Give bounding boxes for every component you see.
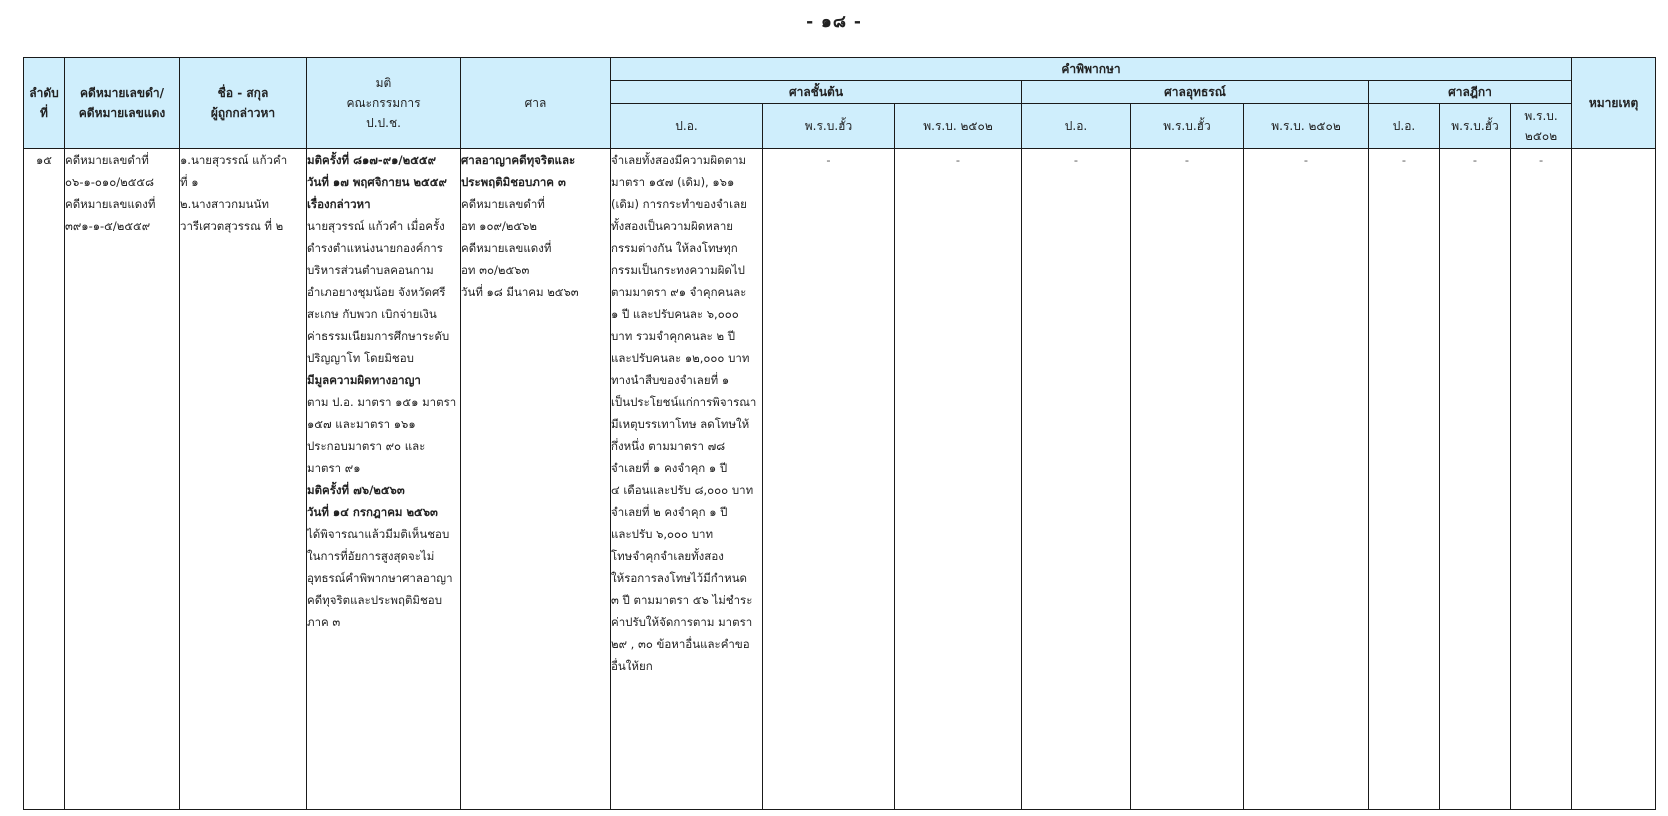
cell-appeal-po: - — [1022, 149, 1131, 810]
text-line: มติครั้งที่ ๘๑๗-๙๑/๒๕๕๙ — [307, 153, 437, 167]
cell-supreme-pr-2502: - — [1511, 149, 1572, 810]
text-line: ตามมาตรา ๙๑ จำคุกคนละ — [611, 285, 747, 299]
text-line: ให้รอการลงโทษไว้มีกำหนด — [611, 571, 748, 585]
header-supreme-pr-2502: พ.ร.บ. ๒๕๐๒ — [1511, 104, 1572, 149]
header-court: ศาล — [461, 58, 611, 149]
header-appeal-po: ป.อ. — [1022, 104, 1131, 149]
text-line: ดำรงตำแหน่งนายกองค์การ — [307, 241, 443, 255]
text-line: และปรับคนละ ๑๒,๐๐๐ บาท — [611, 351, 750, 365]
text-line: บาท รวมจำคุกคนละ ๒ ปี — [611, 329, 736, 343]
text-line: ได้พิจารณาแล้วมีมติเห็นชอบ — [307, 527, 450, 541]
cell-case-number: คดีหมายเลขดำที่ ๐๖-๑-๐๑๐/๒๕๕๘ คดีหมายเลขแดงที่ ๓๙๑-๑-๕/๒๕๕๙ — [65, 149, 180, 810]
header-judgment: คำพิพากษา — [611, 58, 1572, 81]
text-line: บริหารส่วนตำบลคอนกาม — [307, 263, 434, 277]
header-appeal-pr-2502: พ.ร.บ. ๒๕๐๒ — [1244, 104, 1369, 149]
text-line: โทษจำคุกจำเลยทั้งสอง — [611, 549, 724, 563]
cell-first-po — [611, 149, 763, 810]
header-court-appeal: ศาลอุทธรณ์ — [1022, 81, 1369, 104]
cell-appeal-pr-2502: - — [1244, 149, 1369, 810]
text-line: วันที่ ๑๔ กรกฎาคม ๒๕๖๓ — [307, 505, 438, 519]
header-accused-name: ชื่อ - สกุล ผู้ถูกกล่าวหา — [180, 58, 307, 149]
text-line: ประพฤติมิชอบภาค ๓ — [461, 175, 566, 189]
text-line: นายสุวรรณ์ แก้วคำ เมื่อครั้ง — [307, 219, 445, 233]
text-line: ๑๕๗ และมาตรา ๑๖๑ — [307, 417, 416, 431]
text-line: (เดิม) การกระทำของจำเลย — [611, 197, 747, 211]
cell-order: ๑๕ — [24, 149, 65, 810]
cell-nacc-resolution — [307, 149, 461, 810]
text-line: คดีหมายเลขแดงที่ — [461, 241, 552, 255]
text-line: ๓ ปี ตามมาตรา ๕๖ ไม่ชำระ — [611, 593, 753, 607]
text-line: ประกอบมาตรา ๙๐ และ — [307, 439, 426, 453]
text-line: จำเลยที่ ๒ คงจำคุก ๑ ปี — [611, 505, 728, 519]
header-supreme-po: ป.อ. — [1369, 104, 1440, 149]
header-case-number: คดีหมายเลขดำ/ คดีหมายเลขแดง — [65, 58, 180, 149]
table-row — [24, 149, 1656, 810]
header-remark: หมายเหตุ — [1572, 58, 1656, 149]
text-line: อท ๓๐/๒๕๖๓ — [461, 263, 530, 277]
cell-first-pr-2502: - — [895, 149, 1022, 810]
cell-first-pr-hua: - — [763, 149, 895, 810]
text-line: วันที่ ๑๗ พฤศจิกายน ๒๕๕๙ — [307, 175, 447, 189]
header-nacc-resolution: มติ คณะกรรมการ ป.ป.ช. — [307, 58, 461, 149]
text-line: ๔ เดือนและปรับ ๘,๐๐๐ บาท — [611, 483, 754, 497]
page-number: - ๑๘ - — [806, 12, 862, 32]
text-line: อุทธรณ์คำพิพากษาศาลอาญา — [307, 571, 453, 585]
text-line: อื่นให้ยก — [611, 659, 653, 673]
text-line: ค่าปรับให้จัดการตาม มาตรา — [611, 615, 753, 629]
text-line: กึ่งหนึ่ง ตามมาตรา ๗๘ — [611, 439, 726, 453]
cell-supreme-po: - — [1369, 149, 1440, 810]
text-line: จำเลยที่ ๑ คงจำคุก ๑ ปี — [611, 461, 728, 475]
text-line: วันที่ ๑๘ มีนาคม ๒๕๖๓ — [461, 285, 579, 299]
header-court-first-instance: ศาลชั้นต้น — [611, 81, 1022, 104]
cell-appeal-pr-hua: - — [1131, 149, 1244, 810]
text-line: จำเลยทั้งสองมีความผิดตาม — [611, 153, 747, 167]
text-line: คดีหมายเลขดำที่ — [461, 197, 545, 211]
text-line: มีมูลความผิดทางอาญา — [307, 373, 421, 387]
text-line: มาตรา ๑๕๗ (เดิม), ๑๖๑ — [611, 175, 735, 189]
cell-court — [461, 149, 611, 810]
header-first-pr-2502: พ.ร.บ. ๒๕๐๒ — [895, 104, 1022, 149]
text-line: เป็นประโยชน์แก่การพิจารณา — [611, 395, 757, 409]
text-line: กรรมเป็นกระทงความผิดไป — [611, 263, 745, 277]
text-line: ทางนำสืบของจำเลยที่ ๑ — [611, 373, 730, 387]
text-line: มีเหตุบรรเทาโทษ ลดโทษให้ — [611, 417, 750, 431]
text-line: ทั้งสองเป็นความผิดหลาย — [611, 219, 734, 233]
header-appeal-pr-hua: พ.ร.บ.ฮั้ว — [1131, 104, 1244, 149]
text-line: ปริญญาโท โดยมิชอบ — [307, 351, 414, 365]
text-line: ในการที่อัยการสูงสุดจะไม่ — [307, 549, 435, 563]
text-line: เรื่องกล่าวหา — [307, 197, 371, 211]
text-line: คดีทุจริตและประพฤติมิชอบ — [307, 593, 443, 607]
text-line: สะเกษ กับพวก เบิกจ่ายเงิน — [307, 307, 437, 321]
text-line: กรรมต่างกัน ให้ลงโทษทุก — [611, 241, 738, 255]
header-order: ลำดับ ที่ — [24, 58, 65, 149]
text-line: ตาม ป.อ. มาตรา ๑๕๑ มาตรา — [307, 395, 457, 409]
header-first-po: ป.อ. — [611, 104, 763, 149]
header-court-supreme: ศาลฎีกา — [1369, 81, 1572, 104]
cell-remark — [1572, 149, 1656, 810]
header-supreme-pr-hua: พ.ร.บ.ฮั้ว — [1440, 104, 1511, 149]
text-line: อำเภอยางชุมน้อย จังหวัดศรี — [307, 285, 446, 299]
text-line: มติครั้งที่ ๗๖/๒๕๖๓ — [307, 483, 405, 497]
text-line: อท ๑๐๙/๒๕๖๒ — [461, 219, 537, 233]
text-line: ภาค ๓ — [307, 615, 341, 629]
text-line: ๒๙ , ๓๐ ข้อหาอื่นและคำขอ — [611, 637, 750, 651]
judgment-table — [23, 57, 1656, 810]
text-line: ค่าธรรมเนียมการศึกษาระดับ — [307, 329, 450, 343]
text-line: ศาลอาญาคดีทุจริตและ — [461, 153, 576, 167]
cell-supreme-pr-hua: - — [1440, 149, 1511, 810]
cell-accused-name: ๑.นายสุวรรณ์ แก้วคำ ที่ ๑ ๒.นางสาวกมนนัท วารีเศวตสุวรรณ ที่ ๒ — [180, 149, 307, 810]
text-line: และปรับ ๖,๐๐๐ บาท — [611, 527, 714, 541]
text-line: มาตรา ๙๑ — [307, 461, 361, 475]
text-line: ๑ ปี และปรับคนละ ๖,๐๐๐ — [611, 307, 739, 321]
header-first-pr-hua: พ.ร.บ.ฮั้ว — [763, 104, 895, 149]
